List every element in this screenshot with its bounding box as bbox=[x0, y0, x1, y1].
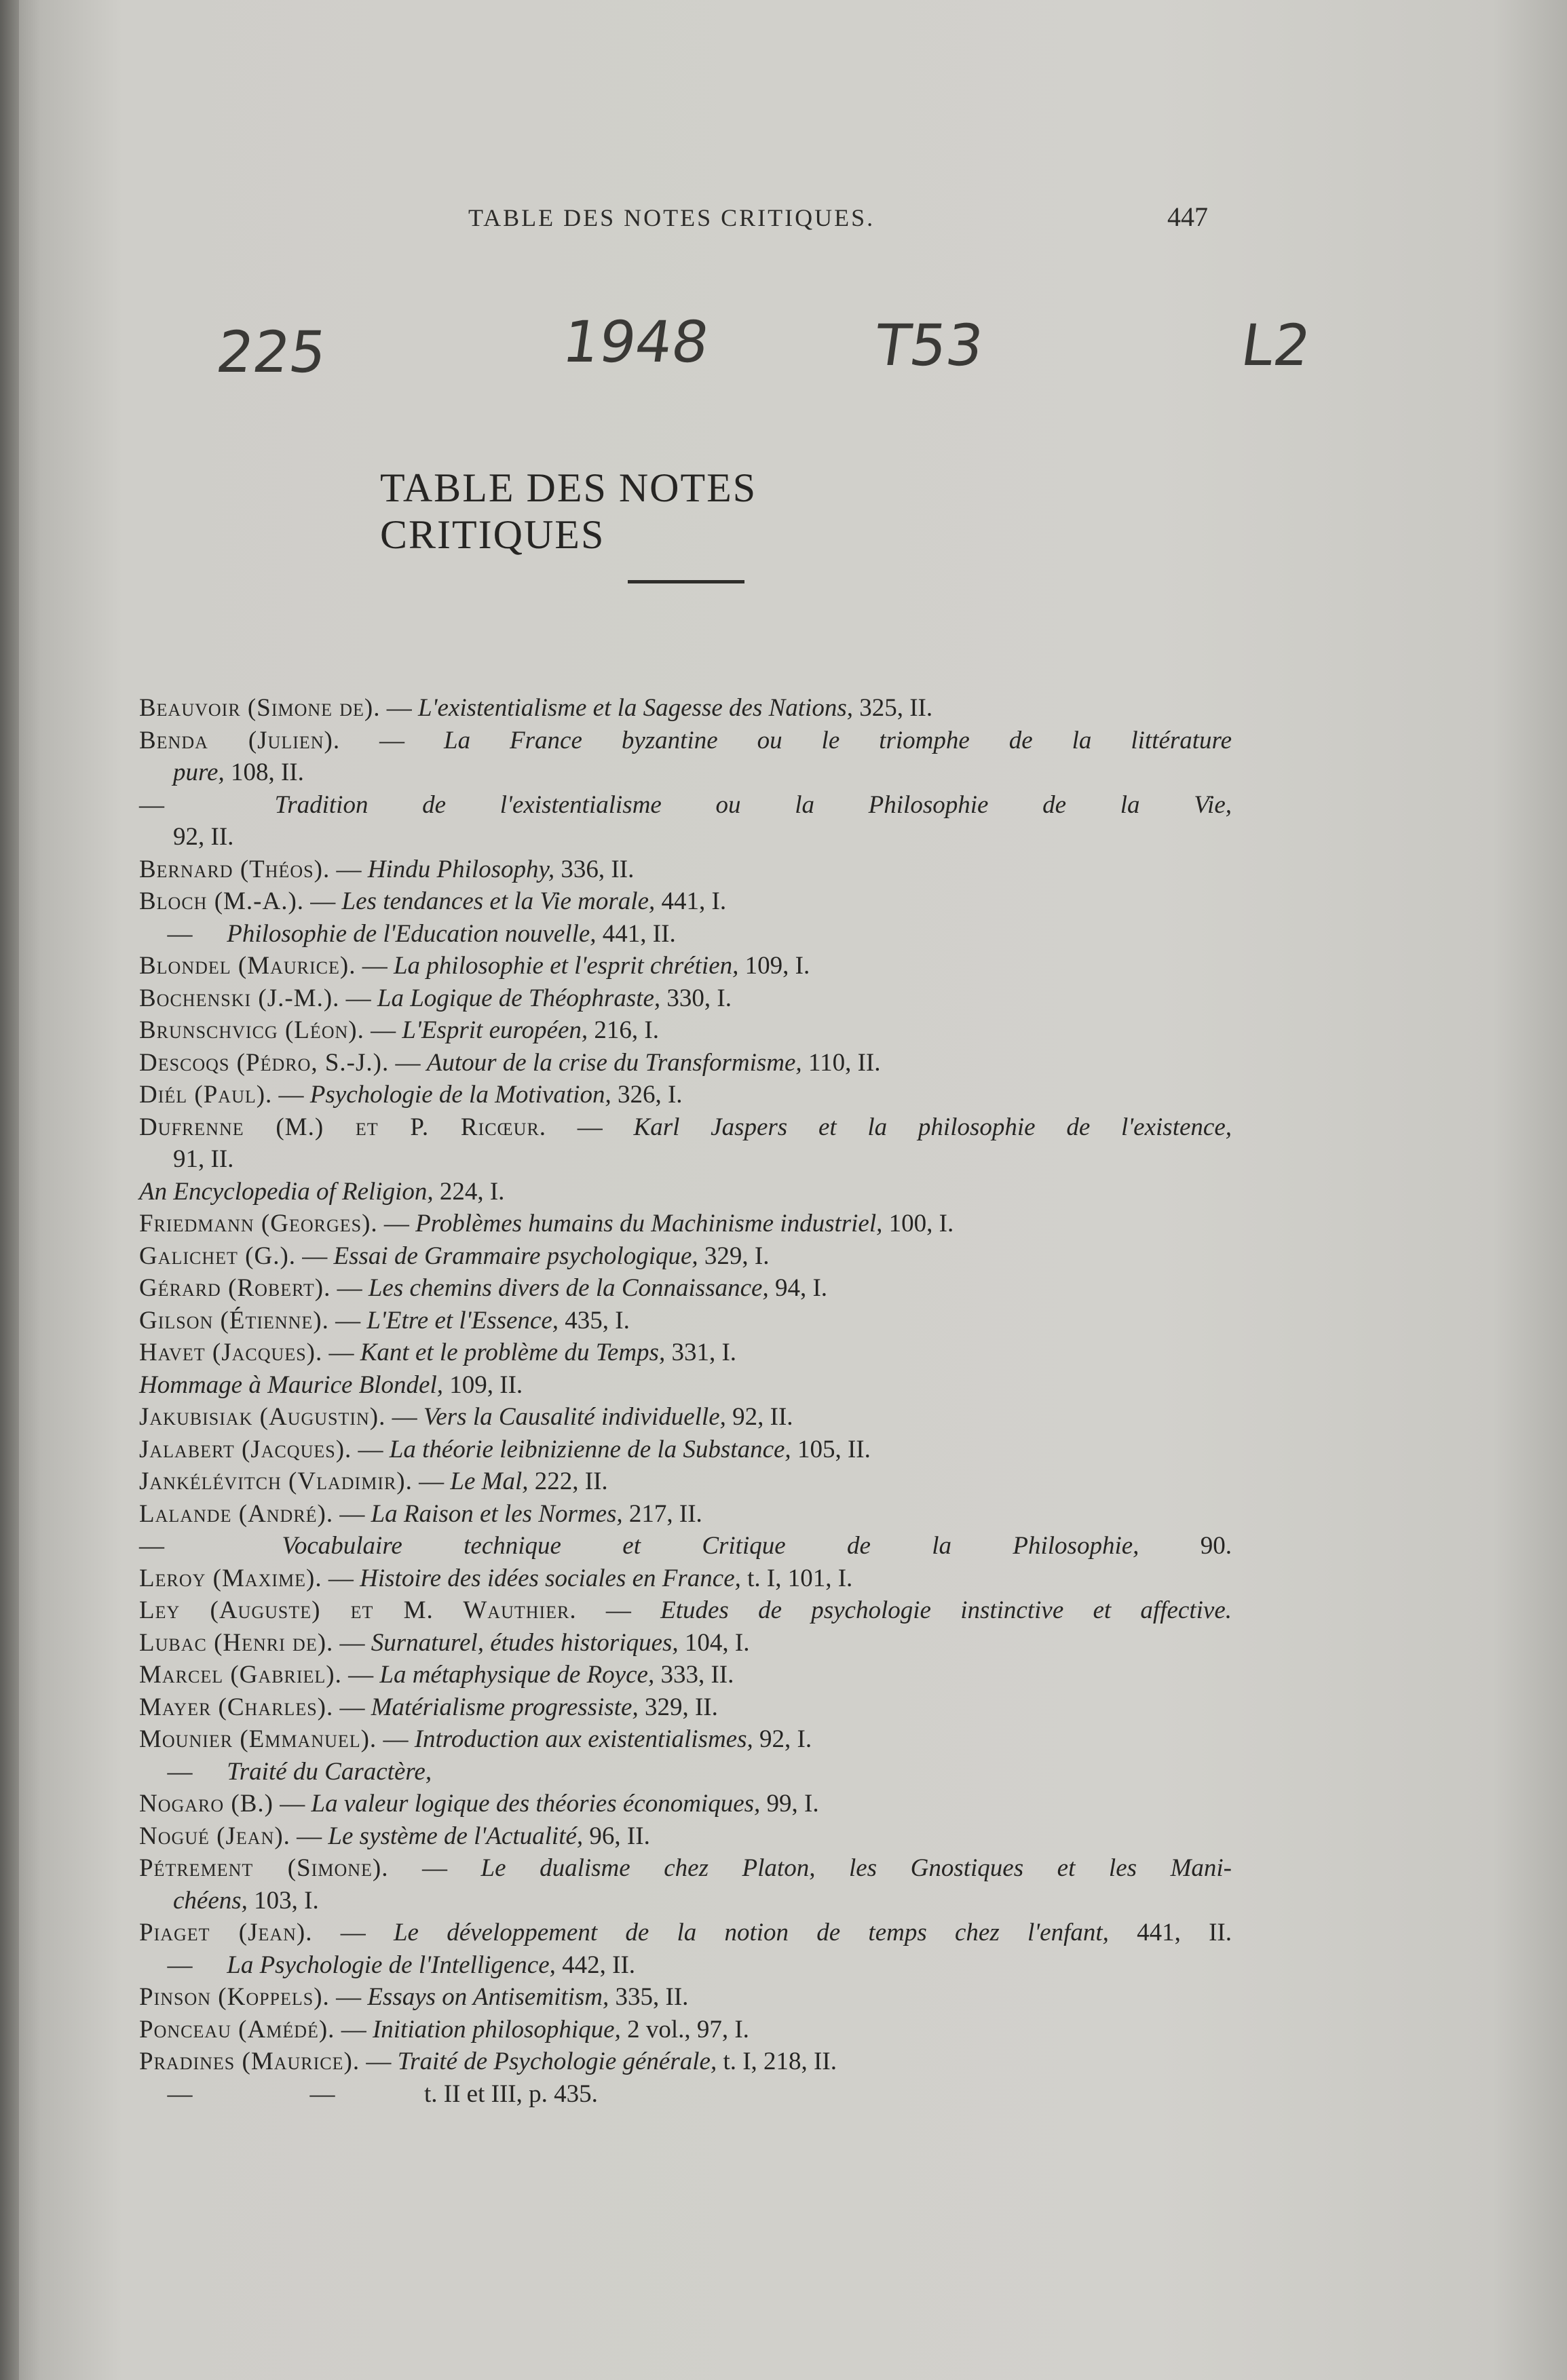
work-title: Surnaturel, études historiques, bbox=[371, 1628, 679, 1657]
separator-dash: — bbox=[380, 694, 419, 722]
author-name: Descoqs (Pédro, S.-J.). bbox=[139, 1048, 390, 1077]
work-title: Matérialisme progressiste, bbox=[371, 1693, 639, 1721]
index-entry-mounier1 bbox=[139, 1723, 1232, 1756]
separator-dash: — bbox=[377, 1725, 415, 1753]
author-name: Pinson (Koppels). bbox=[139, 1983, 330, 2011]
author-name: Benda (Julien). bbox=[139, 726, 341, 754]
ditto-dash: — bbox=[139, 1532, 164, 1560]
separator-dash: — bbox=[546, 1113, 634, 1141]
page-reference: t. II et III, p. 435. bbox=[424, 2079, 598, 2108]
work-title: Problèmes humains du Machinisme industriel, bbox=[415, 1210, 883, 1237]
index-entry-piaget1 bbox=[139, 1917, 1232, 1949]
index-entry-marcel bbox=[139, 1659, 1232, 1691]
page-reference: 109, I. bbox=[738, 952, 810, 980]
index-entry-petrementb bbox=[139, 1885, 1232, 1917]
index-entry-dufrenneb bbox=[139, 1143, 1232, 1176]
separator-dash: — bbox=[331, 1274, 369, 1302]
title-rule bbox=[628, 580, 744, 583]
index-entry-gilson bbox=[139, 1305, 1232, 1337]
work-title: La valeur logique des théories économiques, bbox=[311, 1790, 761, 1818]
page-reference: 325, II. bbox=[852, 694, 933, 722]
page-reference: 333, II. bbox=[654, 1661, 734, 1689]
author-name: Brunschvicg (Léon). bbox=[139, 1016, 364, 1044]
index-entries bbox=[139, 692, 1232, 2110]
separator-dash: — bbox=[377, 1210, 416, 1237]
separator-dash: — bbox=[385, 1403, 423, 1431]
separator-dash: — bbox=[290, 1822, 328, 1850]
work-title: Le développement de la notion de temps chez l'enfant, bbox=[393, 1919, 1109, 1946]
handwritten-mark-4: L2 bbox=[1237, 312, 1315, 379]
author-name: Jalabert (Jacques). bbox=[139, 1435, 352, 1463]
separator-dash: — bbox=[322, 1339, 360, 1366]
author-name: Galichet (G.). bbox=[139, 1242, 297, 1270]
separator-dash: — bbox=[341, 1661, 380, 1689]
work-title: Kant et le problème du Temps, bbox=[360, 1339, 666, 1366]
work-title: Philosophie de l'Education nouvelle, bbox=[221, 919, 597, 948]
page-reference: 91, II. bbox=[173, 1145, 234, 1173]
author-name: Ley (Auguste) et M. Wauthier. bbox=[139, 1596, 577, 1624]
index-entry-friedmann bbox=[139, 1208, 1232, 1240]
page-title: TABLE DES NOTES CRITIQUES bbox=[380, 465, 757, 557]
index-entry-mounier2 bbox=[139, 1756, 1232, 1788]
separator-dash: — bbox=[272, 1081, 310, 1109]
separator-dash: — bbox=[312, 1919, 394, 1946]
work-title: An Encyclopedia of Religion, bbox=[139, 1177, 434, 1206]
index-entry-petrement bbox=[139, 1852, 1232, 1885]
index-entry-lubac bbox=[139, 1627, 1232, 1659]
work-title: Tradition de l'existentialisme ou la Philosophie de la Vie, bbox=[221, 790, 1232, 819]
page-reference: 326, I. bbox=[611, 1081, 683, 1109]
page-reference: 441, II. bbox=[596, 919, 676, 948]
index-entry-nogaro bbox=[139, 1788, 1232, 1820]
work-title: Introduction aux existentialismes, bbox=[414, 1725, 753, 1753]
page-number: 447 bbox=[1167, 201, 1208, 232]
page-reference: 109, II. bbox=[443, 1370, 523, 1399]
work-title: L'Esprit européen, bbox=[402, 1016, 588, 1044]
ditto-dash: — bbox=[167, 1757, 193, 1786]
separator-dash: — bbox=[576, 1596, 661, 1624]
running-header: TABLE DES NOTES CRITIQUES. bbox=[468, 204, 875, 231]
page-reference: 92, I. bbox=[753, 1725, 812, 1753]
handwritten-mark-3: T53 bbox=[871, 312, 988, 379]
separator-dash: — bbox=[333, 1693, 371, 1721]
page-reference: 435, I. bbox=[559, 1306, 630, 1335]
page-reference: 441, II. bbox=[1108, 1919, 1232, 1946]
author-name: Havet (Jacques). bbox=[139, 1339, 323, 1366]
work-title: Karl Jaspers et la philosophie de l'existence, bbox=[633, 1113, 1232, 1141]
index-entry-gerard bbox=[139, 1272, 1232, 1305]
work-title: Etudes de psychologie instinctive et affective. bbox=[660, 1596, 1232, 1624]
page-reference: 104, I. bbox=[678, 1628, 750, 1657]
index-entry-bloch2 bbox=[139, 918, 1232, 951]
separator-dash: — bbox=[330, 855, 368, 883]
ditto-dash: — bbox=[167, 2079, 193, 2108]
work-title: Le Mal, bbox=[450, 1467, 529, 1495]
page-reference: 216, I. bbox=[588, 1016, 659, 1044]
author-name: Lalande (André). bbox=[139, 1499, 334, 1528]
page-reference: 2 vol., 97, I. bbox=[620, 2015, 749, 2043]
work-title: Traité du Caractère, bbox=[221, 1757, 432, 1786]
author-name: Gilson (Étienne). bbox=[139, 1306, 329, 1335]
author-name: Blondel (Maurice). bbox=[139, 952, 356, 980]
page-reference: 103, I. bbox=[247, 1886, 319, 1915]
separator-dash: — bbox=[412, 1467, 451, 1495]
page-reference: 99, I. bbox=[760, 1790, 819, 1818]
work-title: Autour de la crise du Transformisme, bbox=[426, 1048, 802, 1077]
work-title: Hommage à Maurice Blondel, bbox=[139, 1370, 444, 1399]
author-name: Jankélévitch (Vladimir). bbox=[139, 1467, 413, 1495]
index-entry-jakubisiak bbox=[139, 1401, 1232, 1434]
separator-dash: — bbox=[333, 1628, 371, 1657]
work-title: La philosophie et l'esprit chrétien, bbox=[393, 952, 739, 980]
index-entry-ley bbox=[139, 1594, 1232, 1627]
page-reference: 224, I. bbox=[433, 1177, 505, 1206]
work-title: Initiation philosophique, bbox=[372, 2015, 621, 2043]
index-entry-nogue bbox=[139, 1820, 1232, 1853]
separator-dash: — bbox=[333, 1499, 371, 1528]
work-title: Histoire des idées sociales en France, bbox=[360, 1564, 741, 1592]
separator-dash: — bbox=[322, 1564, 360, 1592]
work-title: L'existentialisme et la Sagesse des Nations, bbox=[418, 694, 853, 722]
index-entry-pinson bbox=[139, 1981, 1232, 2014]
separator-dash: — bbox=[335, 2015, 373, 2043]
author-name: Nogué (Jean). bbox=[139, 1822, 290, 1850]
page-reference: 96, II. bbox=[583, 1822, 650, 1850]
index-entry-benda2 bbox=[139, 789, 1232, 822]
page-reference: 94, I. bbox=[768, 1274, 828, 1302]
work-title: La France byzantine ou le triomphe de la littérature bbox=[444, 726, 1232, 754]
index-entry-lalande2 bbox=[139, 1530, 1232, 1562]
page-reference: 100, I. bbox=[882, 1210, 954, 1237]
author-name: Mayer (Charles). bbox=[139, 1693, 334, 1721]
handwritten-mark-2: 1948 bbox=[559, 309, 713, 375]
author-name: Bloch (M.-A.). bbox=[139, 887, 305, 915]
index-entry-ponceau bbox=[139, 2014, 1232, 2046]
ditto-dash: — bbox=[167, 1951, 193, 1979]
index-entry-lalande1 bbox=[139, 1498, 1232, 1531]
index-entry-bernard bbox=[139, 853, 1232, 886]
work-title: Hindu Philosophy, bbox=[367, 855, 555, 883]
work-title: Essai de Grammaire psychologique, bbox=[333, 1242, 698, 1270]
separator-dash: — bbox=[273, 1790, 311, 1818]
author-name: Pétrement (Simone). bbox=[139, 1854, 389, 1882]
separator-dash: — bbox=[364, 1016, 402, 1044]
index-entry-pradines2 bbox=[139, 2078, 1232, 2111]
work-title: Les chemins divers de la Connaissance, bbox=[368, 1274, 769, 1302]
page-reference: 336, II. bbox=[554, 855, 635, 883]
separator-dash: — bbox=[389, 1048, 427, 1077]
work-title: chéens, bbox=[173, 1886, 248, 1915]
work-title: La métaphysique de Royce, bbox=[379, 1661, 655, 1689]
separator-dash: — bbox=[388, 1854, 481, 1882]
index-entry-hommage bbox=[139, 1369, 1232, 1402]
author-name: Bernard (Théos). bbox=[139, 855, 331, 883]
author-name: Marcel (Gabriel). bbox=[139, 1661, 342, 1689]
separator-dash: — bbox=[329, 1983, 368, 2011]
index-entry-encyclopedia bbox=[139, 1176, 1232, 1208]
separator-dash: — bbox=[304, 887, 342, 915]
book-spine-shadow bbox=[0, 0, 19, 2380]
index-entry-descoqs bbox=[139, 1047, 1232, 1079]
author-name: Piaget (Jean). bbox=[139, 1919, 313, 1946]
index-entry-benda2b bbox=[139, 821, 1232, 853]
page-reference: 217, II. bbox=[622, 1499, 702, 1528]
page-reference: 441, I. bbox=[655, 887, 727, 915]
ditto-dash: — bbox=[167, 919, 193, 948]
author-name: Ponceau (Amédé). bbox=[139, 2015, 335, 2043]
author-name: Beauvoir (Simone de). bbox=[139, 694, 381, 722]
index-entry-piaget2 bbox=[139, 1949, 1232, 1982]
work-title: Psychologie de la Motivation, bbox=[309, 1081, 611, 1109]
work-title: Le système de l'Actualité, bbox=[328, 1822, 584, 1850]
author-name: Diél (Paul). bbox=[139, 1081, 273, 1109]
separator-dash: — bbox=[360, 2048, 398, 2075]
work-title: La théorie leibnizienne de la Substance, bbox=[389, 1435, 791, 1463]
work-title: Les tendances et la Vie morale, bbox=[341, 887, 656, 915]
index-entry-pradines1 bbox=[139, 2046, 1232, 2078]
author-name: Dufrenne (M.) et P. Ricœur. bbox=[139, 1113, 547, 1141]
index-entry-havet bbox=[139, 1337, 1232, 1369]
page-reference: 442, II. bbox=[555, 1951, 636, 1979]
ditto-dash: — bbox=[139, 790, 164, 819]
handwritten-mark-1: 225 bbox=[212, 319, 331, 385]
work-title: pure, bbox=[173, 759, 225, 786]
author-name: Leroy (Maxime). bbox=[139, 1564, 322, 1592]
index-entry-brunschvicg bbox=[139, 1014, 1232, 1047]
author-name: Nogaro (B.) bbox=[139, 1790, 273, 1818]
separator-dash: — bbox=[340, 726, 445, 754]
author-name: Gérard (Robert). bbox=[139, 1274, 331, 1302]
page-reference: t. I, 218, II. bbox=[717, 2048, 837, 2075]
separator-dash: — bbox=[309, 2079, 335, 2108]
index-entry-leroy bbox=[139, 1562, 1232, 1595]
page-reference: 92, II. bbox=[725, 1403, 793, 1431]
page-reference: 92, II. bbox=[173, 823, 234, 851]
page-reference: 108, II. bbox=[224, 759, 304, 786]
work-title: L'Etre et l'Essence, bbox=[366, 1306, 559, 1335]
work-title: La Raison et les Normes, bbox=[371, 1499, 623, 1528]
index-entry-jankelevitch bbox=[139, 1465, 1232, 1498]
work-title: Le dualisme chez Platon, les Gnostiques et les Mani- bbox=[480, 1854, 1232, 1882]
index-entry-dufrenne bbox=[139, 1111, 1232, 1144]
separator-dash: — bbox=[339, 984, 377, 1012]
work-title: Essays on Antisemitism, bbox=[367, 1983, 609, 2011]
index-entry-mayer bbox=[139, 1691, 1232, 1724]
index-entry-jalabert bbox=[139, 1434, 1232, 1466]
work-title: Vers la Causalité individuelle, bbox=[423, 1403, 726, 1431]
author-name: Bochenski (J.-M.). bbox=[139, 984, 340, 1012]
index-entry-beauvoir bbox=[139, 692, 1232, 725]
index-entry-bloch1 bbox=[139, 885, 1232, 918]
work-title: La Logique de Théophraste, bbox=[377, 984, 661, 1012]
page-reference: 329, II. bbox=[638, 1693, 718, 1721]
author-name: Friedmann (Georges). bbox=[139, 1210, 378, 1237]
page-reference: 331, I. bbox=[665, 1339, 737, 1366]
index-entry-galichet bbox=[139, 1240, 1232, 1273]
author-name: Mounier (Emmanuel). bbox=[139, 1725, 377, 1753]
page-reference: 222, II. bbox=[528, 1467, 608, 1495]
page-reference: t. I, 101, I. bbox=[740, 1564, 853, 1592]
author-name: Jakubisiak (Augustin). bbox=[139, 1403, 386, 1431]
page-reference: 329, I. bbox=[698, 1242, 770, 1270]
page-reference: 105, II. bbox=[791, 1435, 871, 1463]
separator-dash: — bbox=[356, 952, 394, 980]
page-reference: 90. bbox=[1139, 1532, 1232, 1560]
separator-dash: — bbox=[328, 1306, 367, 1335]
author-name: Pradines (Maurice). bbox=[139, 2048, 360, 2075]
page-reference: 330, I. bbox=[660, 984, 732, 1012]
page-reference: 335, II. bbox=[609, 1983, 689, 2011]
separator-dash: — bbox=[352, 1435, 390, 1463]
separator-dash: — bbox=[296, 1242, 334, 1270]
index-entry-diel bbox=[139, 1079, 1232, 1111]
work-title: Vocabulaire technique et Critique de la Philosophie, bbox=[221, 1532, 1139, 1560]
index-entry-benda1 bbox=[139, 725, 1232, 757]
index-entry-blondel bbox=[139, 950, 1232, 982]
author-name: Lubac (Henri de). bbox=[139, 1628, 334, 1657]
index-entry-bochenski bbox=[139, 982, 1232, 1015]
page-reference: 110, II. bbox=[801, 1048, 881, 1077]
index-entry-benda1b bbox=[139, 756, 1232, 789]
work-title: La Psychologie de l'Intelligence, bbox=[221, 1951, 556, 1979]
work-title: Traité de Psychologie générale, bbox=[397, 2048, 717, 2075]
